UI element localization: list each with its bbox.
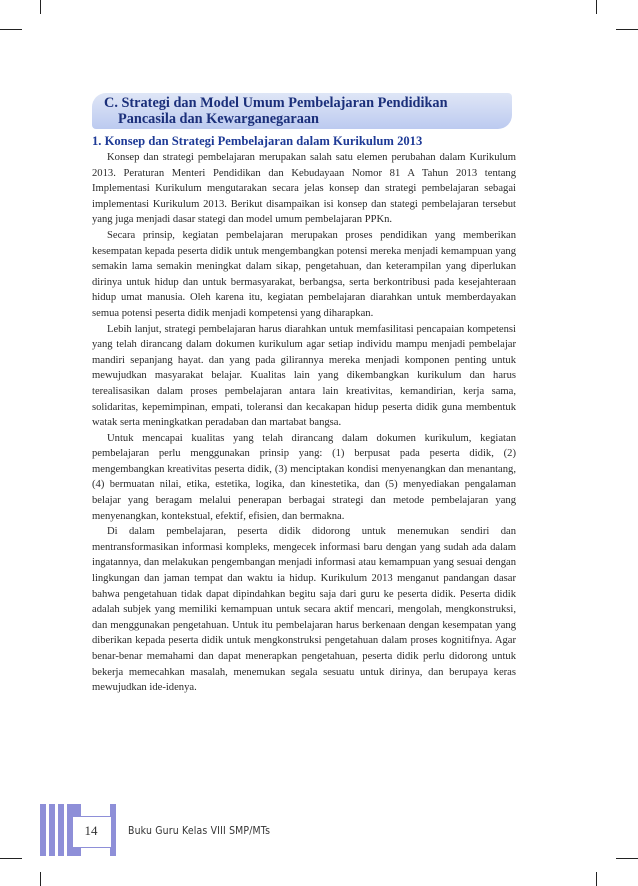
- paragraph: Lebih lanjut, strategi pembelajaran harus diarahkan untuk memfasilitasi pencapaian kompetensi yang telah dirancang dalam dokumen kurikulum agar setiap individu mampu menjadi pembelajar mandiri sepanjang hayat. dan yang pada gilirannya mereka menjadi komponen penting untuk mewujudkan masyarakat belajar. Kualitas lain yang dikembangkan kurikulum dan harus terealisasikan dalam proses pembelajaran antara lain kreativitas, kemandirian, kerja sama, solidaritas, kepemimpinan, empati, toleransi dan kecakapan hidup peserta didik guna membentuk watak serta meningkatkan peradaban dan martabat bangsa.: [92, 323, 516, 429]
- footer-stripe: [49, 804, 55, 856]
- crop-mark: [616, 858, 638, 859]
- paragraph: Konsep dan strategi pembelajaran merupakan salah satu elemen perubahan dalam Kurikulum 2013. Peraturan Menteri Pendidikan dan Kebudayaan Nomor 81 A Tahun 2013 tentang Implementasi Kurikulum mengutarakan secara jelas konsep dan strategi pembelajaran sebagai implementasi Kurikulum 2013. Berikut disampaikan isi konsep dan stategi pembelajaran tersebut yang juga menjadi dasar stategi dan model umum pembelajaran PPKn.: [92, 152, 516, 226]
- crop-mark: [40, 872, 41, 886]
- crop-mark: [596, 0, 597, 14]
- paragraph: Di dalam pembelajaran, peserta didik didorong untuk menemukan sendiri dan mentransformasikan informasi kompleks, mengecek informasi baru dengan yang sudah ada dalam ingatannya, dan melakukan pengembangan menjadi informasi atau kemampuan yang sesuai dengan lingkungan dan jaman tempat dan waktu ia hidup. Kurikulum 2013 menganut pandangan dasar bahwa pengetahuan tidak dapat dipindahkan begitu saja dari guru ke peserta didik. Peserta didik adalah subjek yang memiliki kemampuan untuk secara aktif mencari, mengolah, mengkonstruksi, dan menggunakan pengetahuan. Untuk itu pembelajaran harus berkenaan dengan kesempatan yang diberikan kepada peserta didik untuk mengkonstruksi pengetahuan dalam proses kognitifnya. Agar benar-benar memahami dan dapat menerapkan pengetahuan, peserta didik perlu didorong untuk bekerja memecahkan masalah, menemukan segala sesuatu untuk dirinya, dan berupaya keras mewujudkan ide-idenya.: [92, 526, 516, 694]
- footer-stripe: [58, 804, 64, 856]
- footer-stripe: [40, 804, 46, 856]
- section-title-line1: C. Strategi dan Model Umum Pembelajaran Pendidikan: [104, 95, 448, 111]
- section-title: [104, 95, 504, 127]
- paragraph: Secara prinsip, kegiatan pembelajaran merupakan proses pendidikan yang memberikan kesempatan kepada peserta didik untuk mengembangkan potensi mereka menjadi kemampuan yang semakin lama semakin meningkat dalam sikap, pengetahuan, dan keterampilan yang diperlukan dirinya untuk hidup dan untuk bermasyarakat, berbangsa, serta berkontribusi pada kesejahteraan hidup umat manusia. Oleh karena itu, kegiatan pembelajaran diarahkan untuk memberdayakan semua potensi peserta didik menjadi kompetensi yang diharapkan.: [92, 229, 516, 319]
- crop-mark: [616, 29, 638, 30]
- body-text: [92, 150, 516, 696]
- section-header-banner: [92, 93, 512, 129]
- crop-mark: [0, 29, 22, 30]
- footer-book-title: Buku Guru Kelas VIII SMP/MTs: [128, 824, 271, 837]
- page-number: 14: [84, 823, 98, 838]
- crop-mark: [40, 0, 41, 14]
- section-title-line2: Pancasila dan Kewarganegaraan: [118, 111, 319, 127]
- paragraph: Untuk mencapai kualitas yang telah dirancang dalam dokumen kurikulum, kegiatan pembelajaran perlu menggunakan prinsip yang: (1) berpusat pada peserta didik, (2) mengembangkan kreativitas peserta didik, (3) menciptakan kondisi menyenangkan dan menantang, (4) bermuatan nilai, etika, estetika, logika, dan kinestetika, dan (5) menyediakan pengalaman belajar yang beragam melalui penerapan berbagai strategi dan metode pembelajaran yang menyenangkan, kontekstual, efektif, efisien, dan bermakna.: [92, 432, 516, 522]
- crop-mark: [0, 858, 22, 859]
- crop-mark: [596, 872, 597, 886]
- subsection-title: 1. Konsep dan Strategi Pembelajaran dalam Kurikulum 2013: [92, 134, 423, 148]
